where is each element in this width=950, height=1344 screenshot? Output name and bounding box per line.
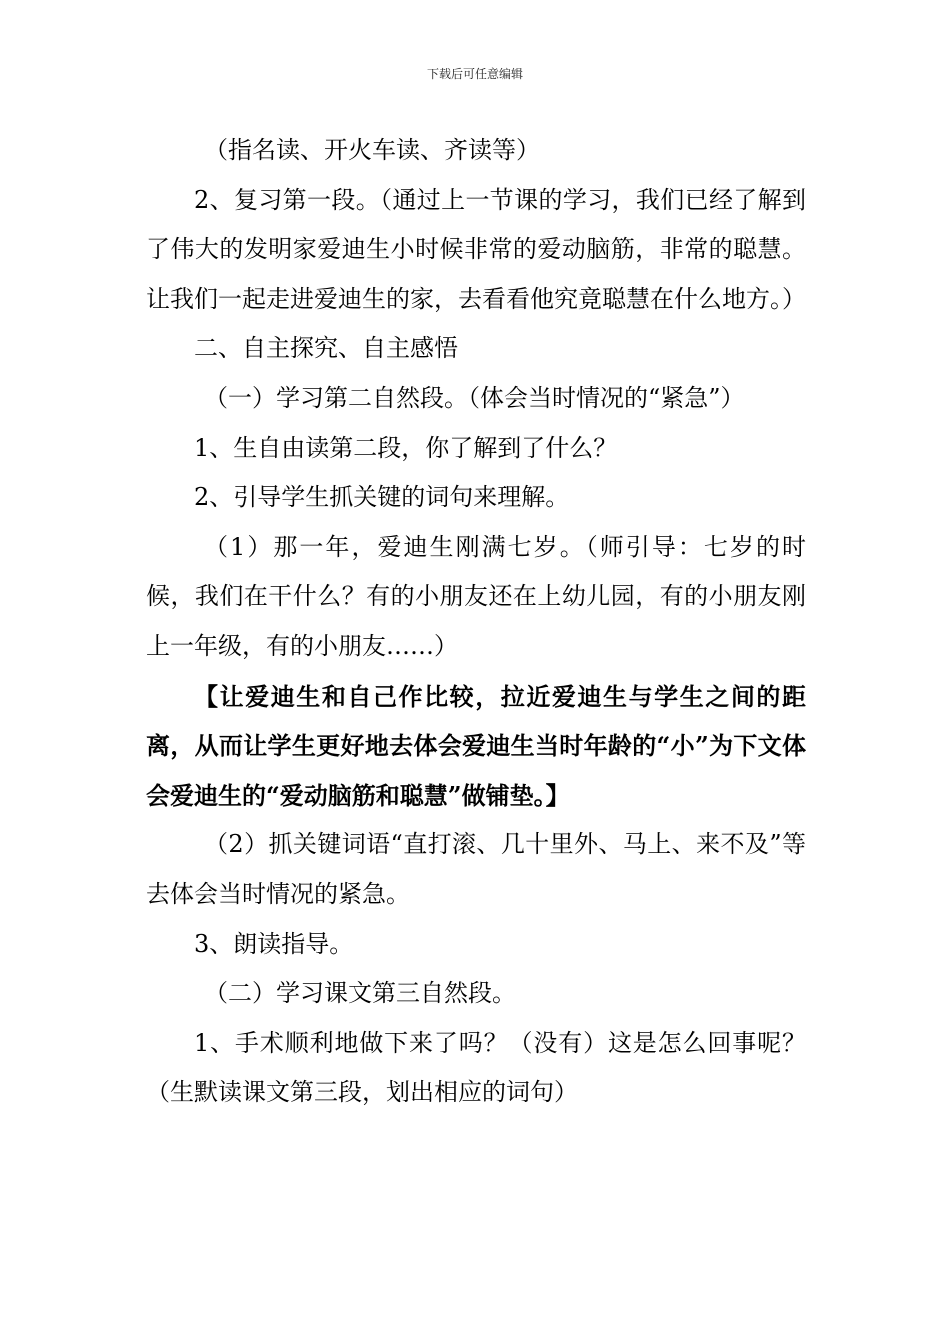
paragraph-bracket-comment: 【让爱迪生和自己作比较，拉近爱迪生与学生之间的距离，从而让学生更好地去体会爱迪生当时年龄的“小”为下文体会爱迪生的“爱动脑筋和聪慧”做铺垫。】 — [146, 681, 806, 810]
paragraph-reading-methods: （指名读、开火车读、齐读等） — [204, 136, 540, 164]
paragraph-study-third-section: （二）学习课文第三自然段。 — [204, 979, 516, 1008]
page-header: 下载后可任意编辑 — [426, 67, 523, 81]
paragraph-key-words: （2）抓关键词语“直打滚、几十里外、马上、来不及”等去体会当时情况的紧急。 — [146, 830, 806, 908]
paragraph-surgery-question: 1、手术顺利地做下来了吗？（没有）这是怎么回事呢？（生默读课文第三段，划出相应的词句） — [146, 1028, 806, 1107]
paragraph-section-heading-2: 二、自主探究、自主感悟 — [194, 334, 458, 363]
paragraph-age-seven: （1）那一年，爱迪生刚满七岁。（师引导：七岁的时候，我们在干什么？有的小朋友还在上幼儿园，有的小朋友刚上一年级，有的小朋友……） — [146, 532, 806, 660]
paragraph-reading-guidance: 3、朗读指导。 — [194, 929, 354, 958]
paragraph-study-second-section: （一）学习第二自然段。（体会当时情况的“紧急”） — [204, 383, 745, 412]
document-body — [146, 126, 806, 1118]
paragraph-free-reading: 1、生自由读第二段，你了解到了什么？ — [194, 433, 618, 462]
paragraph-guide-keywords: 2、引导学生抓关键的词句来理解。 — [194, 483, 570, 512]
paragraph-review-first-section: 2、复习第一段。（通过上一节课的学习，我们已经了解到了伟大的发明家爱迪生小时候非常的爱动脑筋，非常的聪慧。让我们一起走进爱迪生的家，去看看他究竟聪慧在什么地方。） — [146, 185, 806, 313]
